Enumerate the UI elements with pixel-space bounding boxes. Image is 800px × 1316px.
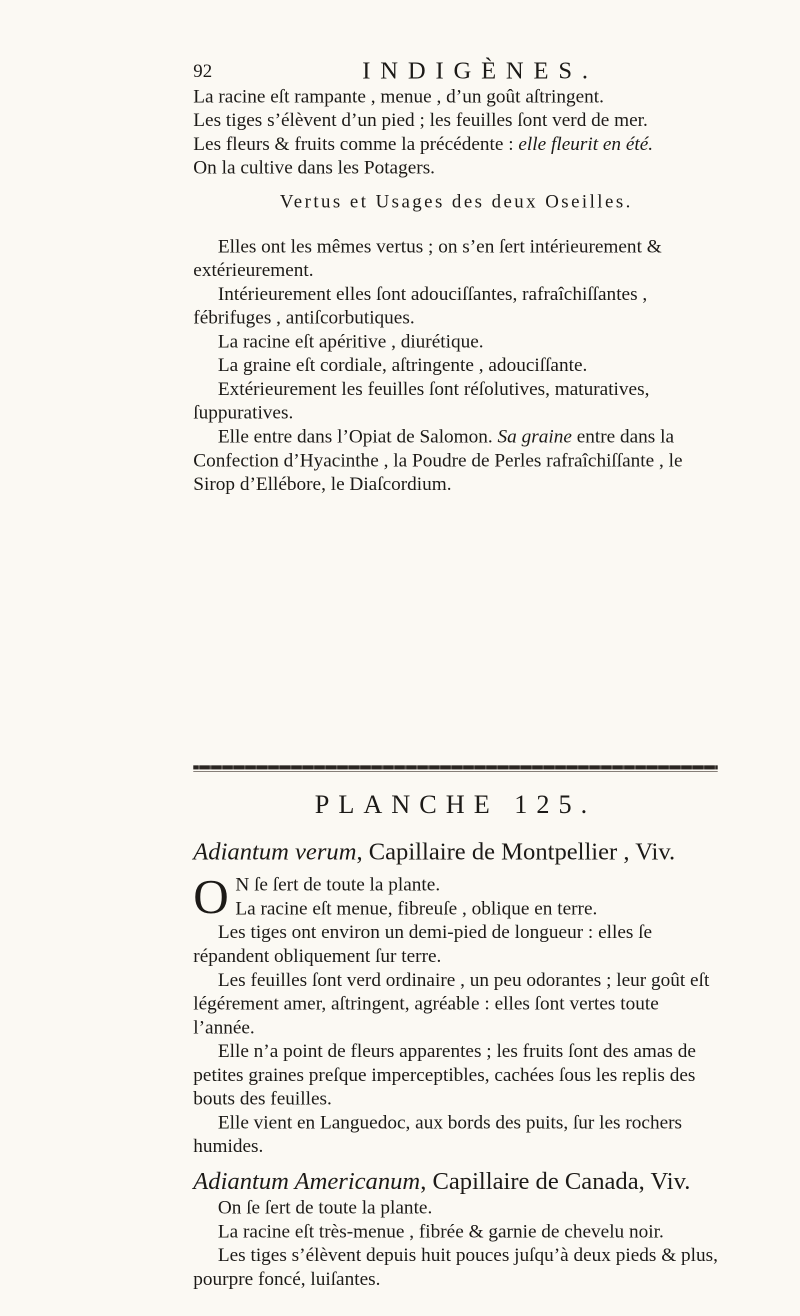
vertus-paragraph: Elles ont les mêmes vertus ; on s’en ſert intérieurement & extérieurement. bbox=[193, 235, 662, 282]
species1-paragraph: La racine eſt menue, fibreuſe , oblique en terre. bbox=[235, 898, 598, 920]
vertus-last-italic: Sa graine bbox=[497, 426, 573, 448]
vertus-text bbox=[193, 235, 719, 496]
vertus-heading: Vertus et Usages des deux Oseilles. bbox=[280, 190, 634, 212]
species2-paragraph: La racine eſt très-menue , fibrée & garnie de chevelu noir. bbox=[218, 1220, 664, 1243]
plate-heading: PLANCHE 125. bbox=[314, 789, 597, 819]
section1-italic: elle fleurit en été. bbox=[518, 133, 654, 155]
species1-title bbox=[193, 837, 719, 866]
section1-line: La racine eſt rampante , menue , d’un goût aſtringent. bbox=[193, 86, 605, 108]
page-header bbox=[193, 57, 717, 86]
species2-latin: Adiantum Americanum bbox=[193, 1167, 421, 1195]
species1-common: , Capillaire de Montpellier , Viv. bbox=[356, 838, 676, 866]
species1-paragraph: Les tiges ont environ un demi-pied de longueur : elles ſe répandent obliquement ſur terre. bbox=[193, 921, 653, 967]
vertus-last-post: entre dans la Confection d’Hyacinthe , la Poudre de Perles rafraîchiſſante , le Sirop d’Ellébore, le Diaſcordium. bbox=[193, 426, 683, 495]
vertus-paragraph: La racine eſt apéritive , diurétique. bbox=[218, 331, 484, 353]
species2-title bbox=[193, 1167, 719, 1196]
book-page bbox=[72, 0, 728, 1290]
ornamental-rule bbox=[193, 765, 717, 769]
page-number: 92 bbox=[193, 60, 213, 82]
species1-paragraph: Elle vient en Languedoc, aux bords des puits, ſur les rochers humides. bbox=[193, 1111, 683, 1158]
vertus-paragraph: Extérieurement les feuilles ſont réſolutives, maturatives, ſuppuratives. bbox=[193, 378, 650, 424]
vertus-last-pre: Elle entre dans l’Opiat de Salomon. bbox=[218, 426, 498, 448]
species1-first-line: N ſe ſert de toute la plante. bbox=[235, 874, 441, 896]
rule-underline bbox=[193, 771, 717, 772]
species2-paragraph: Les tiges s’élèvent depuis huit pouces juſqu’à deux pieds & plus, pourpre foncé, luiſantes. bbox=[193, 1244, 719, 1290]
species1-latin: Adiantum verum bbox=[193, 838, 357, 866]
vertus-paragraph: La graine eſt cordiale, aſtringente , adouciſſante. bbox=[218, 354, 588, 377]
vertus-paragraph-last bbox=[193, 425, 719, 496]
drop-cap: O bbox=[193, 869, 230, 924]
species2-common: , Capillaire de Canada, Viv. bbox=[420, 1167, 691, 1195]
running-title: INDIGÈNES. bbox=[362, 57, 599, 85]
section1-text bbox=[193, 85, 719, 180]
species1-paragraph: Les feuilles ſont verd ordinaire , un peu odorantes ; leur goût eſt légérement amer, aſtringent, agréable : elles ſont vertes toute l’année. bbox=[193, 969, 710, 1039]
vertus-paragraph: Intérieurement elles ſont adouciſſantes, rafraîchiſſantes , fébrifuges , antiſcorbutiques. bbox=[193, 283, 648, 329]
species2-section bbox=[193, 1167, 719, 1292]
species1-section bbox=[193, 837, 719, 1158]
section1-line: On la cultive dans les Potagers. bbox=[193, 157, 436, 179]
section1-line bbox=[193, 133, 719, 157]
section1-line: Les tiges s’élèvent d’un pied ; les feuilles ſont verd de mer. bbox=[193, 109, 649, 132]
species2-paragraph: On ſe ſert de toute la plante. bbox=[218, 1197, 433, 1219]
section1-line-text: Les fleurs & fruits comme la précédente : bbox=[193, 133, 519, 155]
species1-paragraph: Elle n’a point de fleurs apparentes ; les fruits ſont des amas de petites graines preſque imperceptibles, cachées ſous les replis des bouts des feuilles. bbox=[193, 1040, 697, 1110]
